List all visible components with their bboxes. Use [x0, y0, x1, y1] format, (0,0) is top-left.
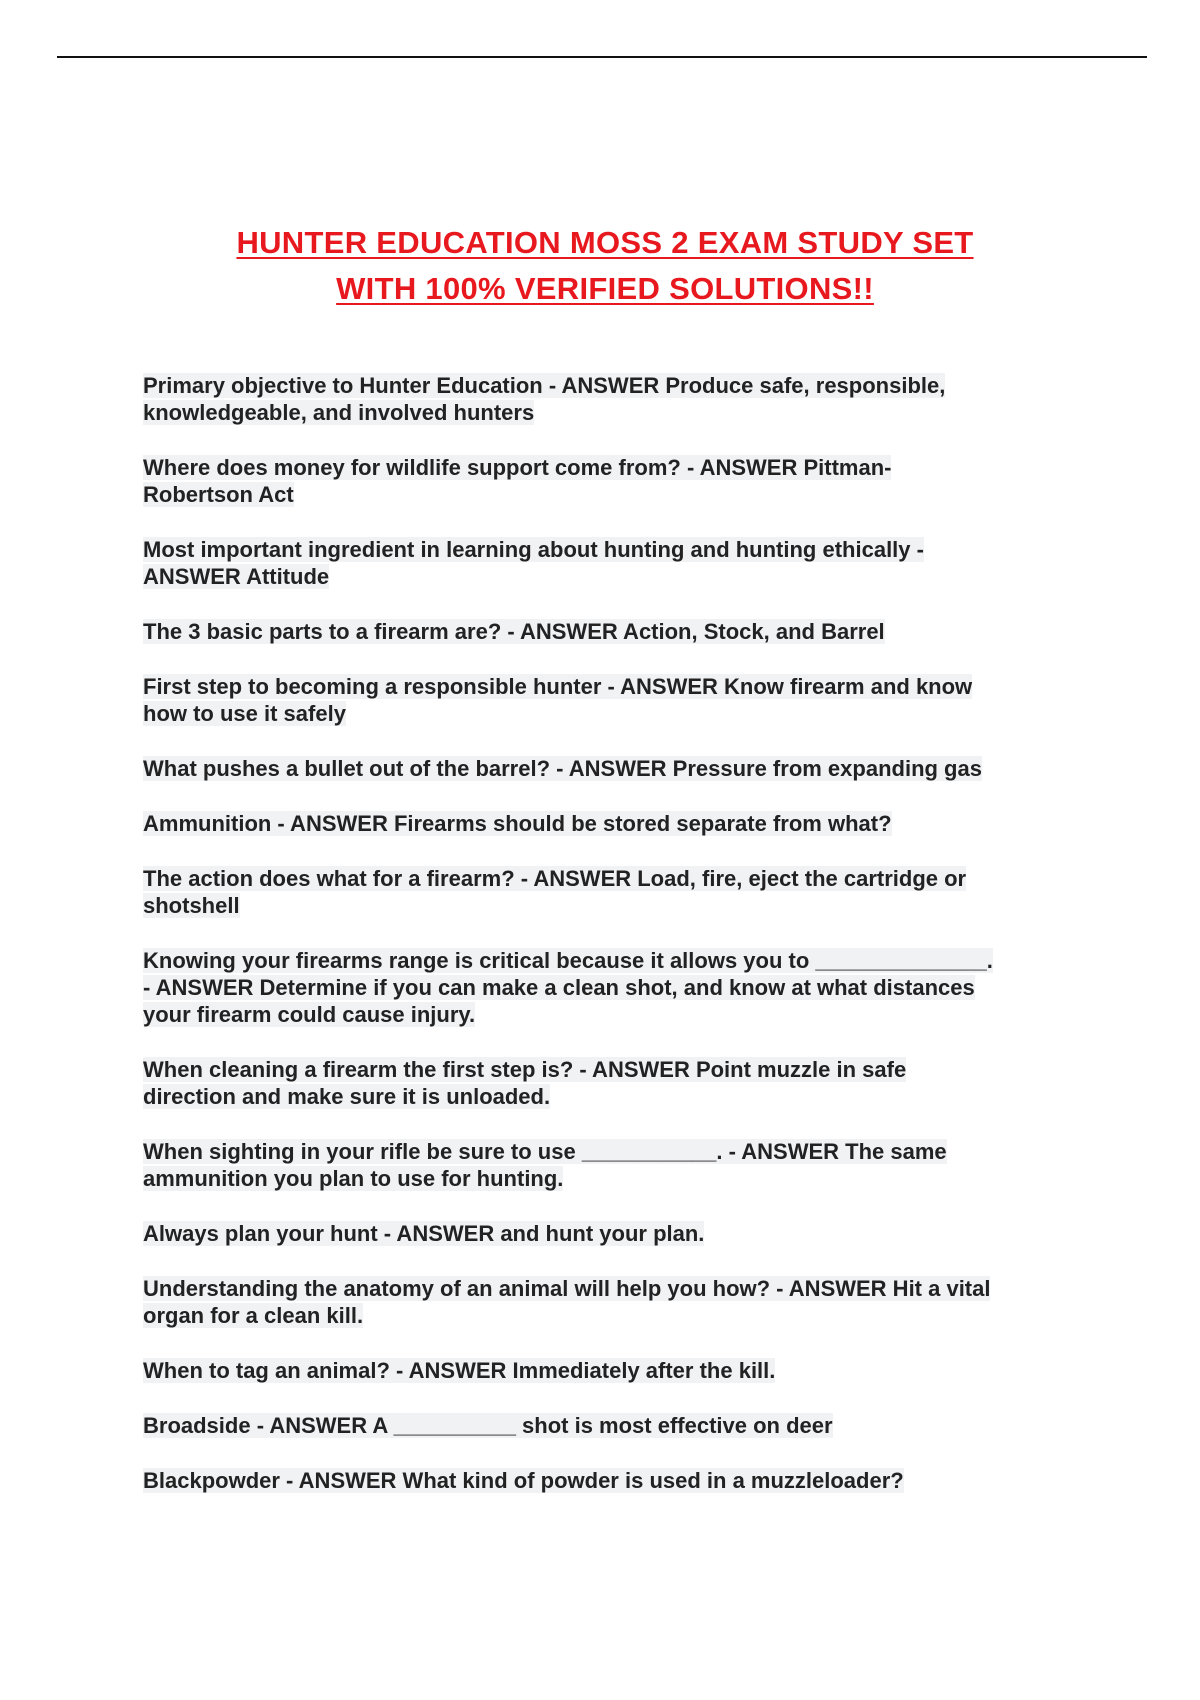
title-line-2-text: WITH 100% VERIFIED SOLUTIONS!! [336, 271, 874, 306]
qa-item [143, 1220, 1073, 1247]
qa-item-text: Broadside - ANSWER A __________ shot is most effective on deer [143, 1413, 833, 1438]
qa-item [143, 810, 1073, 837]
qa-item-text: The action does what for a firearm? - ANSWER Load, fire, eject the cartridge or shotshell [143, 866, 967, 918]
title-line-2 [0, 266, 1200, 312]
qa-item [143, 454, 1073, 508]
qa-item-text: Understanding the anatomy of an animal will help you how? - ANSWER Hit a vital organ for a clean kill. [143, 1276, 991, 1328]
qa-item-text: What pushes a bullet out of the barrel? - ANSWER Pressure from expanding gas [143, 756, 982, 781]
qa-item-text: When sighting in your rifle be sure to use ___________. - ANSWER The same ammunition you plan to use for hunting. [143, 1139, 947, 1191]
title-line-1 [0, 220, 1200, 266]
qa-item [143, 372, 1073, 426]
qa-item-text: Knowing your firearms range is critical because it allows you to ______________. - ANSWER Determine if you can make a clean shot, and know at what distances your firearm could cause injury. [143, 948, 993, 1027]
qa-item [143, 1138, 1073, 1192]
qa-list [143, 372, 1073, 1494]
qa-item [143, 1412, 1073, 1439]
qa-item [143, 536, 1073, 590]
qa-item-text: First step to becoming a responsible hunter - ANSWER Know firearm and know how to use it safely [143, 674, 973, 726]
qa-item [143, 1357, 1073, 1384]
qa-item-text: Blackpowder - ANSWER What kind of powder is used in a muzzleloader? [143, 1468, 904, 1493]
top-rule [57, 56, 1147, 58]
qa-item [143, 1275, 1073, 1329]
document-title [0, 220, 1200, 312]
qa-item-text: The 3 basic parts to a firearm are? - ANSWER Action, Stock, and Barrel [143, 619, 885, 644]
qa-item [143, 1467, 1073, 1494]
title-line-1-text: HUNTER EDUCATION MOSS 2 EXAM STUDY SET [236, 225, 974, 260]
qa-item [143, 673, 1073, 727]
qa-item-text: Primary objective to Hunter Education - ANSWER Produce safe, responsible, knowledgeable, and involved hunters [143, 373, 946, 425]
qa-item-text: Ammunition - ANSWER Firearms should be stored separate from what? [143, 811, 892, 836]
qa-item-text: Where does money for wildlife support come from? - ANSWER Pittman- Robertson Act [143, 455, 892, 507]
qa-item [143, 947, 1073, 1028]
qa-item-text: When cleaning a firearm the first step is? - ANSWER Point muzzle in safe direction and make sure it is unloaded. [143, 1057, 907, 1109]
qa-item [143, 755, 1073, 782]
qa-item [143, 865, 1073, 919]
qa-item-text: Always plan your hunt - ANSWER and hunt your plan. [143, 1221, 705, 1246]
qa-item [143, 618, 1073, 645]
qa-item-text: Most important ingredient in learning about hunting and hunting ethically - ANSWER Attitude [143, 537, 924, 589]
qa-item [143, 1056, 1073, 1110]
qa-item-text: When to tag an animal? - ANSWER Immediately after the kill. [143, 1358, 776, 1383]
